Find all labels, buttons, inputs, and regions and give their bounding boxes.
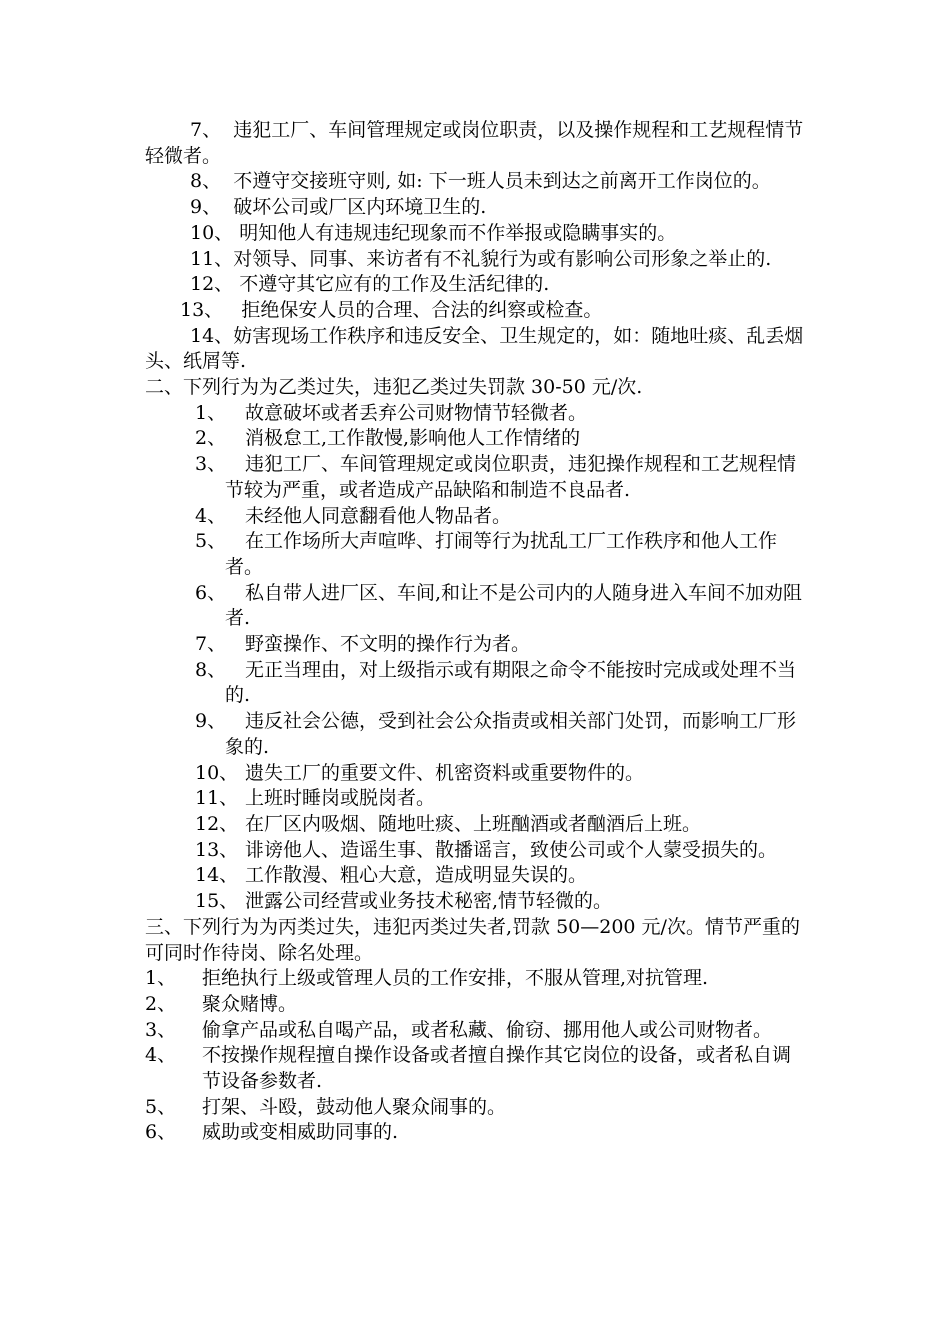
item-number: 6、 <box>145 1121 177 1144</box>
section1-item-9 <box>145 195 807 221</box>
item-number: 11、 <box>190 247 234 270</box>
item-text: 对领导、同事、来访者有不礼貌行为或有影响公司形象之举止的. <box>233 247 772 270</box>
section2-heading: 二、下列行为为乙类过失，违犯乙类过失罚款 30-50 元/次. <box>145 376 643 399</box>
item-text: 不遵守交接班守则, 如: 下一班人员未到达之前离开工作岗位的。 <box>233 170 771 193</box>
item-text: 故意破坏或者丢弃公司财物情节轻微者。 <box>245 401 588 424</box>
item-number: 11、 <box>195 787 239 810</box>
item-number: 3、 <box>145 1018 177 1041</box>
section3-item-2 <box>145 992 807 1018</box>
item-text: 妨害现场工作秩序和违反安全、卫生规定的，如：随地吐痰、乱丢烟头、纸屑等. <box>145 324 804 373</box>
item-text: 无正当理由，对上级指示或有期限之命令不能按时完成或处理不当的. <box>225 658 797 707</box>
section1-item-8 <box>145 169 807 195</box>
section2-item-11 <box>145 786 807 812</box>
item-number: 10、 <box>190 221 234 244</box>
item-number: 6、 <box>195 581 227 604</box>
section3-item-6 <box>145 1120 807 1146</box>
section1-item-11 <box>145 247 807 273</box>
item-text: 不按操作规程擅自操作设备或者擅自操作其它岗位的设备，或者私自调节设备参数者. <box>202 1044 792 1093</box>
item-number: 13、 <box>195 838 239 861</box>
item-number: 7、 <box>195 633 227 656</box>
item-text: 违犯工厂、车间管理规定或岗位职责，违犯操作规程和工艺规程情节较为严重，或者造成产品缺陷和制造不良品者. <box>225 453 797 501</box>
section2-item-4 <box>145 504 807 530</box>
section3-item-3 <box>145 1018 807 1044</box>
item-text: 偷拿产品或私自喝产品，或者私藏、偷窃、挪用他人或公司财物者。 <box>202 1018 773 1041</box>
section2-item-7 <box>145 632 807 658</box>
section2-item-14 <box>145 863 807 889</box>
item-number: 8、 <box>190 170 222 193</box>
item-text: 违反社会公德，受到社会公众指责或相关部门处罚，而影响工厂形象的. <box>225 710 797 758</box>
item-number: 1、 <box>145 967 177 990</box>
section3-item-4 <box>145 1043 807 1094</box>
section2-item-8 <box>145 658 807 709</box>
item-number: 2、 <box>195 427 227 450</box>
section1-item-12 <box>145 272 807 298</box>
item-number: 4、 <box>145 1044 177 1067</box>
section1-item-13 <box>145 298 807 324</box>
item-text: 打架、斗殴，鼓动他人聚众闹事的。 <box>202 1095 507 1118</box>
item-text: 泄露公司经营或业务技术秘密,情节轻微的。 <box>245 890 613 913</box>
item-text: 上班时睡岗或脱岗者。 <box>245 787 436 810</box>
item-text: 破坏公司或厂区内环境卫生的. <box>233 196 487 219</box>
item-number: 3、 <box>195 453 227 476</box>
item-number: 2、 <box>145 992 177 1015</box>
item-text: 工作散漫、粗心大意，造成明显失误的。 <box>245 864 588 887</box>
item-text: 在厂区内吸烟、随地吐痰、上班酗酒或者酗酒后上班。 <box>245 812 702 835</box>
item-number: 15、 <box>195 890 239 913</box>
section3-item-5 <box>145 1095 807 1121</box>
item-text: 明知他人有违规违纪现象而不作举报或隐瞒事实的。 <box>239 221 677 244</box>
item-text: 威助或变相威助同事的. <box>202 1121 399 1144</box>
section2-item-12 <box>145 812 807 838</box>
item-text: 野蛮操作、不文明的操作行为者。 <box>245 633 531 656</box>
item-number: 4、 <box>195 504 227 527</box>
section2-item-10 <box>145 761 807 787</box>
item-number: 8、 <box>195 658 227 681</box>
item-number: 9、 <box>195 710 227 733</box>
section2-item-6 <box>145 581 807 632</box>
item-number: 5、 <box>145 1095 177 1118</box>
item-number: 13、 <box>180 298 224 321</box>
document-body <box>145 118 807 1146</box>
item-number: 12、 <box>195 812 239 835</box>
item-text: 拒绝保安人员的合理、合法的纠察或检查。 <box>241 298 603 321</box>
section1-item-14 <box>145 324 807 375</box>
item-text: 未经他人同意翻看他人物品者。 <box>245 504 512 527</box>
item-text: 在工作场所大声喧哗、打闹等行为扰乱工厂工作秩序和他人工作者。 <box>225 530 778 578</box>
item-number: 7、 <box>190 119 222 141</box>
section1-item-10 <box>145 221 807 247</box>
section2-item-3 <box>145 452 807 503</box>
item-number: 14、 <box>195 864 239 887</box>
item-number: 5、 <box>195 530 227 553</box>
item-text: 消极怠工,工作散慢,影响他人工作情绪的 <box>245 427 581 450</box>
item-text: 遗失工厂的重要文件、机密资料或重要物件的。 <box>245 761 645 784</box>
section2-item-9 <box>145 709 807 760</box>
item-text: 不遵守其它应有的工作及生活纪律的. <box>239 273 550 296</box>
section2-item-5 <box>145 529 807 580</box>
section2-item-15 <box>145 889 807 915</box>
section1-item-7 <box>145 118 807 169</box>
section3-heading: 三、下列行为为丙类过失，违犯丙类过失者,罚款 50—200 元/次。情节严重的可同时作待岗、除名处理。 <box>145 915 800 964</box>
item-number: 12、 <box>190 273 234 296</box>
item-text: 私自带人进厂区、车间,和让不是公司内的人随身进入车间不加劝阻者. <box>225 581 803 630</box>
item-number: 1、 <box>195 401 227 424</box>
item-text: 拒绝执行上级或管理人员的工作安排，不服从管理,对抗管理. <box>202 967 709 990</box>
item-text: 聚众赌博。 <box>202 992 298 1015</box>
item-number: 10、 <box>195 761 239 784</box>
section3-item-1 <box>145 966 807 992</box>
section2-item-13 <box>145 838 807 864</box>
item-text: 违犯工厂、车间管理规定或岗位职责，以及操作规程和工艺规程情节轻微者。 <box>145 119 804 167</box>
item-number: 14、 <box>190 324 234 347</box>
item-text: 诽谤他人、造谣生事、散播谣言，致使公司或个人蒙受损失的。 <box>245 838 778 861</box>
item-number: 9、 <box>190 196 222 219</box>
section2-item-2 <box>145 426 807 452</box>
section2-item-1 <box>145 401 807 427</box>
